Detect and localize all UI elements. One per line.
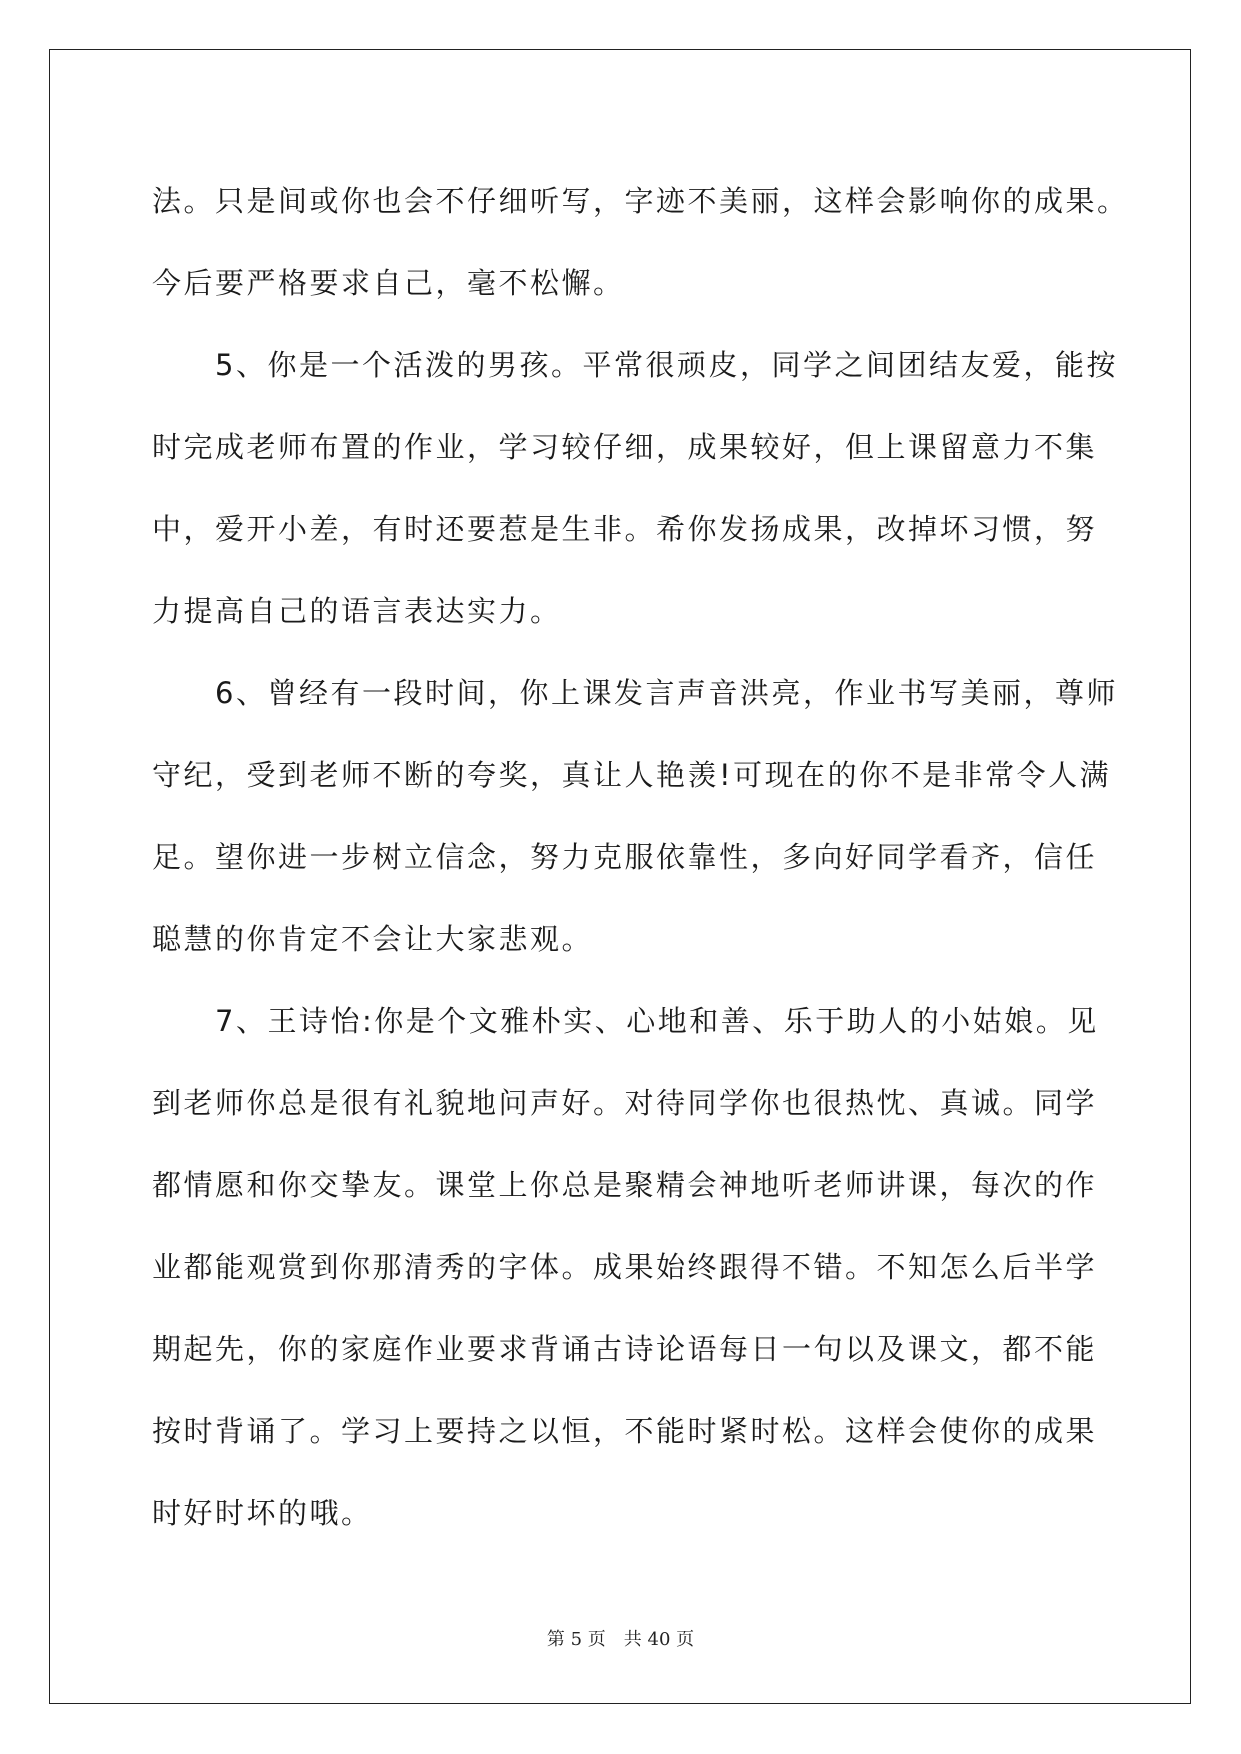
text-line: 时好时坏的哦。 bbox=[152, 1496, 373, 1530]
text-line: 期起先，你的家庭作业要求背诵古诗论语每日一句以及课文，都不能 bbox=[152, 1332, 1098, 1366]
text-line: 业都能观赏到你那清秀的字体。成果始终跟得不错。不知怎么后半学 bbox=[152, 1250, 1098, 1284]
text-line: 6、曾经有一段时间，你上课发言声音洪亮，作业书写美丽，尊师 bbox=[152, 676, 1118, 710]
text-line: 力提高自己的语言表达实力。 bbox=[152, 594, 562, 628]
text-line: 守纪，受到老师不断的夸奖，真让人艳羡!可现在的你不是非常令人满 bbox=[152, 758, 1112, 792]
text-line: 按时背诵了。学习上要持之以恒，不能时紧时松。这样会使你的成果 bbox=[152, 1414, 1098, 1448]
text-line: 中，爱开小差，有时还要惹是生非。希你发扬成果，改掉坏习惯，努 bbox=[152, 512, 1098, 546]
text-line: 法。只是间或你也会不仔细听写，字迹不美丽，这样会影响你的成果。 bbox=[152, 184, 1129, 218]
document-body bbox=[152, 160, 1129, 1554]
text-line: 7、王诗怡:你是个文雅朴实、心地和善、乐于助人的小姑娘。见 bbox=[152, 1004, 1099, 1038]
text-line: 今后要严格要求自己，毫不松懈。 bbox=[152, 266, 625, 300]
text-line: 5、你是一个活泼的男孩。平常很顽皮，同学之间团结友爱，能按 bbox=[152, 348, 1118, 382]
text-line: 聪慧的你肯定不会让大家悲观。 bbox=[152, 922, 594, 956]
text-line: 足。望你进一步树立信念，努力克服依靠性，多向好同学看齐，信任 bbox=[152, 840, 1098, 874]
text-line: 都情愿和你交挚友。课堂上你总是聚精会神地听老师讲课，每次的作 bbox=[152, 1168, 1098, 1202]
text-line: 时完成老师布置的作业，学习较仔细，成果较好，但上课留意力不集 bbox=[152, 430, 1098, 464]
text-line: 到老师你总是很有礼貌地问声好。对待同学你也很热忱、真诚。同学 bbox=[152, 1086, 1098, 1120]
page-footer bbox=[0, 1625, 1241, 1651]
page-number: 第 5 页 共 40 页 bbox=[546, 1629, 695, 1650]
